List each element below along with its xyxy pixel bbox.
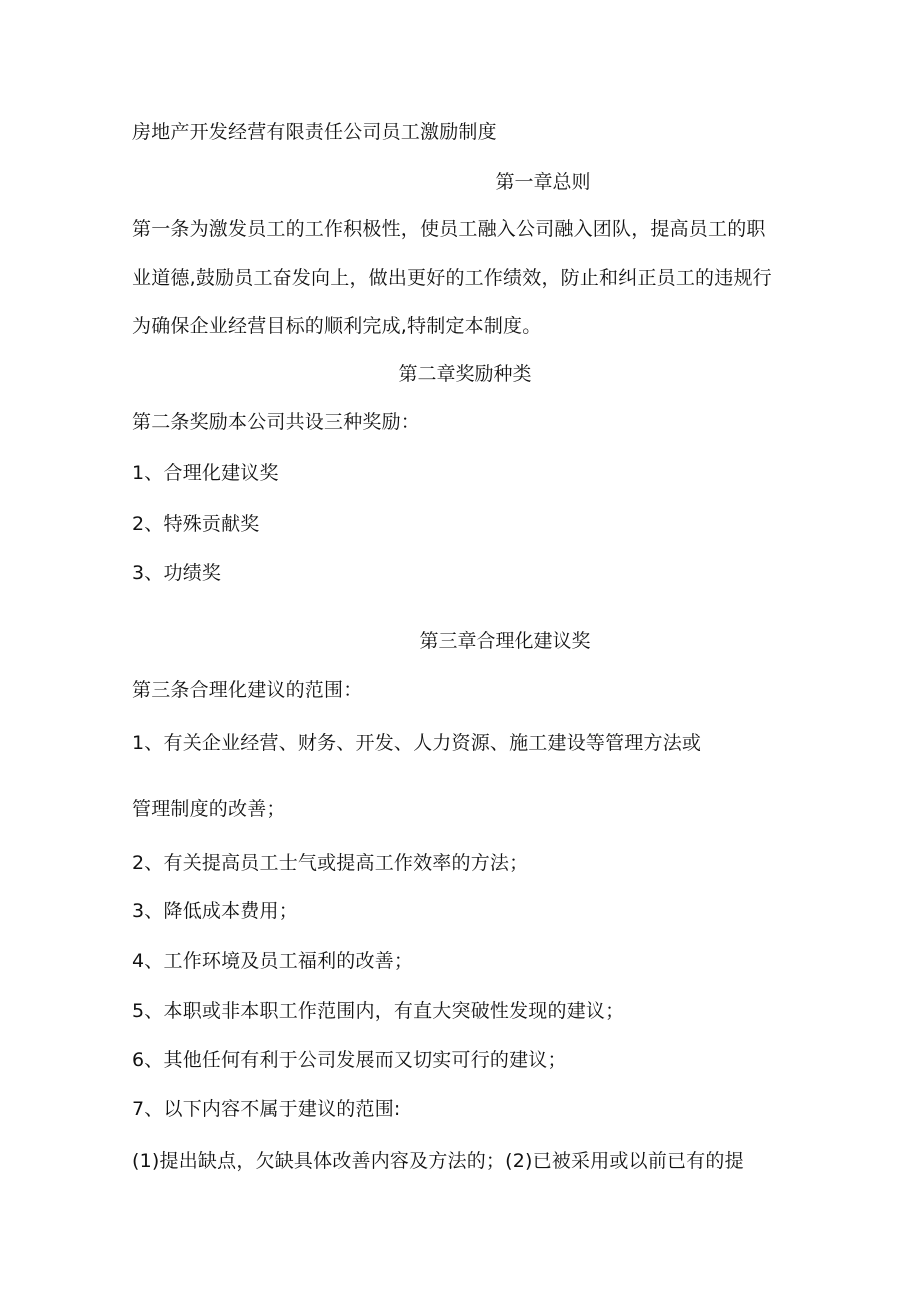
award-item-1: 1、合理化建议奖 [132,462,279,484]
award-item-3: 3、功绩奖 [132,562,222,584]
suggestion-item-6: 6、其他任何有利于公司发展而又切实可行的建议； [132,1049,567,1071]
document-title: 房地产开发经营有限责任公司员工激励制度 [132,121,497,143]
chapter-3-heading: 第三章合理化建议奖 [419,630,591,652]
chapter-2-heading: 第二章奖励种类 [398,363,532,385]
suggestion-item-7: 7、以下内容不属于建议的范围: [132,1098,401,1120]
suggestion-item-4: 4、工作环境及员工福利的改善； [132,950,414,972]
article-3: 第三条合理化建议的范围： [132,679,363,701]
exclusion-line-1: (1)提出缺点，欠缺具体改善内容及方法的；(2)已被采用或以前已有的提 [132,1150,744,1172]
suggestion-item-1-continued: 管理制度的改善； [132,798,286,820]
suggestion-item-5: 5、本职或非本职工作范围内，有直大突破性发现的建议； [132,1000,625,1022]
suggestion-item-2: 2、有关提高员工士气或提高工作效率的方法； [132,852,529,874]
suggestion-item-3: 3、降低成本费用； [132,900,298,922]
award-item-2: 2、特殊贡献奖 [132,513,260,535]
article-1-line-2: 业道德,鼓励员工奋发向上，做出更好的工作绩效，防止和纠正员工的违规行 [132,267,772,289]
chapter-1-heading: 第一章总则 [495,171,591,193]
article-1-line-3: 为确保企业经营目标的顺利完成,特制定本制度。 [132,315,542,337]
article-2: 第二条奖励本公司共设三种奖励： [132,411,421,433]
article-1-line-1: 第一条为激发员工的工作积极性，使员工融入公司融入团队，提高员工的职 [132,218,766,240]
suggestion-item-1: 1、有关企业经营、财务、开发、人力资源、施工建设等管理方法或 [132,732,702,754]
